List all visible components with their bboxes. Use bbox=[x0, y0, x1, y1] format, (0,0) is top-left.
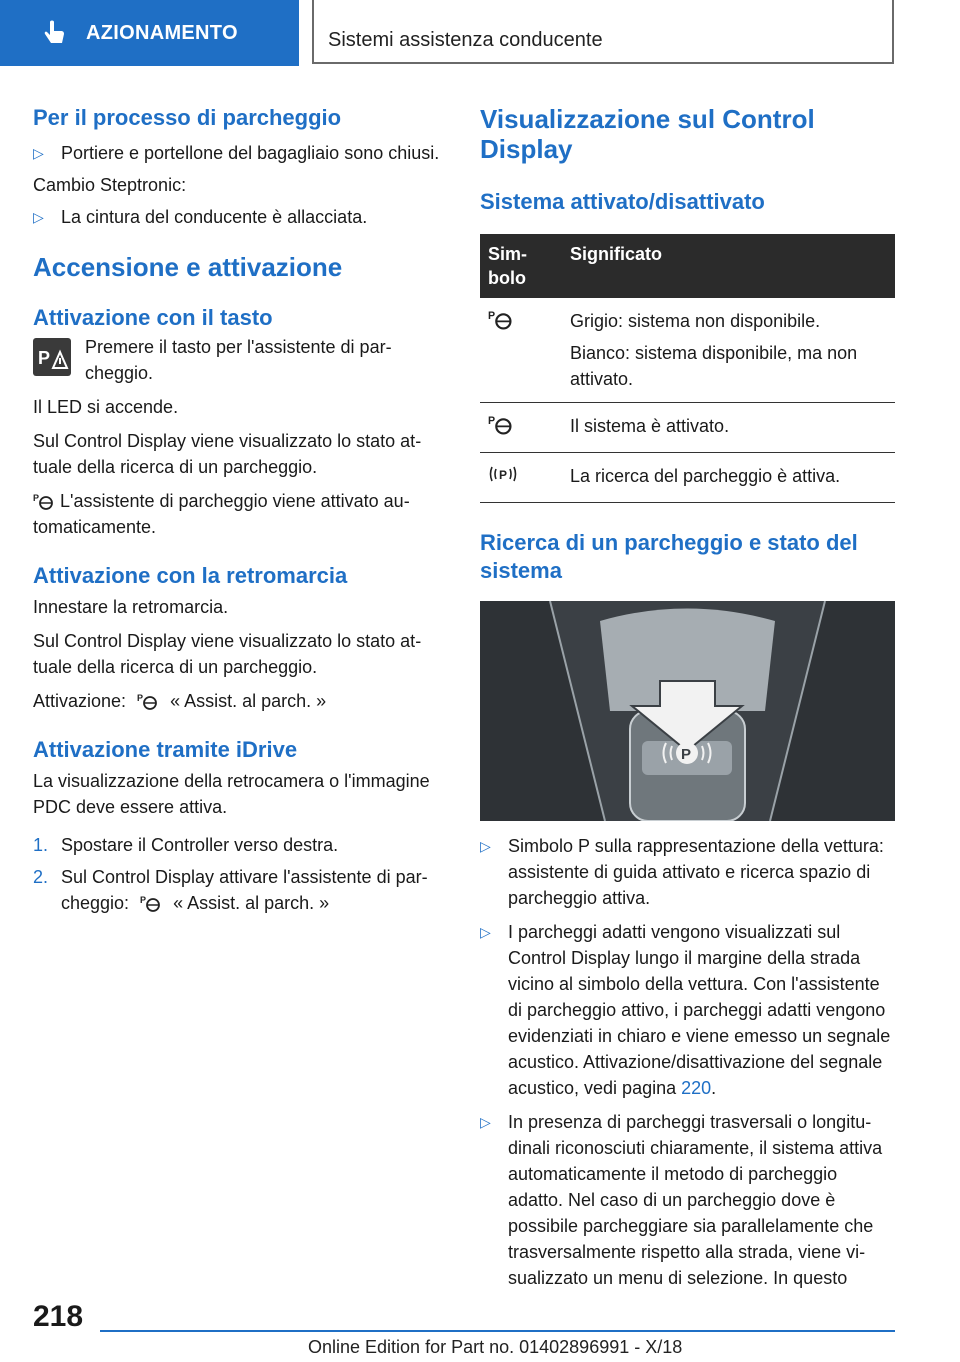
heading-attivazione-tasto: Attivazione con il tasto bbox=[33, 305, 273, 330]
park-assist-steering-icon bbox=[33, 492, 55, 510]
park-assist-steering-icon bbox=[488, 413, 514, 435]
paragraph: Sul Control Display viene visualizzato lo stato attuale della ricerca di un parcheggio. bbox=[33, 431, 422, 477]
list-item bbox=[33, 204, 447, 230]
heading-idrive: Attivazione tramite iDrive bbox=[33, 737, 298, 762]
heading-parking-process: Per il processo di parcheggio bbox=[33, 105, 342, 130]
list-item bbox=[480, 833, 895, 911]
col-header-significato: Significato bbox=[562, 234, 895, 298]
list-number: 1. bbox=[33, 835, 49, 855]
bullet-triangle-icon: ▷ bbox=[480, 924, 491, 940]
paragraph: Innestare la retromarcia. bbox=[33, 597, 229, 617]
heading-accensione: Accensione e attivazione bbox=[33, 252, 343, 282]
list-item-text-part: . bbox=[711, 1078, 717, 1098]
edition-text: Online Edition for Part no. 01402896991 - X/18 bbox=[308, 1337, 683, 1357]
table-row bbox=[480, 298, 895, 403]
page-number: 218 bbox=[33, 1300, 84, 1333]
list-item bbox=[33, 140, 447, 166]
bullet-triangle-icon: ▷ bbox=[33, 209, 44, 225]
page-reference-link[interactable]: 220 bbox=[681, 1078, 712, 1098]
list-item bbox=[480, 1109, 895, 1291]
list-item bbox=[480, 919, 895, 1101]
symbol-cell bbox=[480, 298, 562, 403]
section-title: Sistemi assistenza conducente bbox=[328, 29, 603, 51]
symbol-cell bbox=[480, 453, 562, 503]
paragraph: Il LED si accende. bbox=[33, 397, 179, 417]
svg-text:P: P bbox=[137, 693, 144, 703]
col-header-simbolo: Simbolo bbox=[480, 234, 562, 298]
list-item-text: Simbolo P sulla rappresentazione della vettura: assistente di guida attivato e ricerca spazio di parcheggio attiva. bbox=[508, 836, 884, 908]
meaning-text: Bianco: sistema disponibile, ma non attivato. bbox=[570, 343, 858, 389]
meaning-cell bbox=[562, 298, 895, 403]
section-title-box bbox=[312, 0, 894, 64]
park-assist-button-icon bbox=[33, 338, 71, 376]
paragraph bbox=[33, 688, 447, 714]
list-item-text-part: Sul Control Display attivare l'assistente di parcheggio: bbox=[61, 867, 428, 913]
list-item-text: In presenza di parcheggi trasversali o longitudinali riconosciuti chiaramente, il sistema attiva automaticamente il metodo di parcheggio adatto. Nel caso di un parcheggio dove è possibile parcheggiare sia parallelamente che trasversalmente rispetto alla strada, viene visualizzato un menu di selezione. In questo bbox=[508, 1112, 883, 1288]
paragraph: Premere il tasto per l'assistente di parcheggio. bbox=[85, 337, 392, 383]
list-number: 2. bbox=[33, 867, 49, 887]
paragraph-text: « Assist. al parch. » bbox=[170, 691, 327, 711]
table-row bbox=[480, 453, 895, 503]
heading-visualizzazione: Visualizzazione sul Control Display bbox=[480, 104, 815, 164]
heading-ricerca: Ricerca di un parcheggio e stato del sistema bbox=[480, 530, 858, 583]
bullet-triangle-icon: ▷ bbox=[480, 1114, 491, 1130]
bullet-triangle-icon: ▷ bbox=[480, 838, 491, 854]
chapter-tab[interactable] bbox=[0, 0, 299, 66]
paragraph: Cambio Steptronic: bbox=[33, 175, 187, 195]
svg-text:P: P bbox=[38, 348, 51, 368]
list-item-text-part: I parcheggi adatti vengono visualizzati sul Control Display lungo il margine della strada vicino al simbolo della vettura. Con l'assistente di parcheggio attivo, i parcheggi adatti vengono evidenziati in chiaro e viene emesso un segnale acustico. Attivazione/disattivazione del segnale acustico, vedi pagina bbox=[508, 922, 891, 1098]
list-item-text bbox=[61, 864, 447, 916]
parking-search-illustration bbox=[480, 601, 895, 821]
list-item-text bbox=[508, 919, 895, 1101]
table-row bbox=[480, 403, 895, 453]
paragraph-text: Attivazione: bbox=[33, 691, 127, 711]
list-item bbox=[33, 864, 447, 916]
svg-text:P: P bbox=[499, 468, 508, 482]
meaning-text: Grigio: sistema non disponibile. bbox=[570, 311, 821, 331]
paragraph bbox=[33, 488, 447, 540]
park-assist-steering-icon bbox=[137, 692, 159, 710]
symbol-cell bbox=[480, 403, 562, 453]
svg-text:P: P bbox=[140, 895, 147, 905]
illustration-p-label: P bbox=[681, 746, 692, 763]
bullet-triangle-icon: ▷ bbox=[33, 145, 44, 161]
paragraph: Sul Control Display viene visualizzato lo stato attuale della ricerca di un parcheggio. bbox=[33, 631, 422, 677]
svg-text:P: P bbox=[488, 415, 496, 427]
symbol-table bbox=[480, 234, 895, 503]
button-instruction bbox=[33, 334, 447, 386]
right-column bbox=[480, 100, 895, 1291]
table-header-row bbox=[480, 234, 895, 298]
svg-text:P: P bbox=[33, 493, 40, 503]
paragraph: La visualizzazione della retrocamera o l'immagine PDC deve essere attiva. bbox=[33, 771, 430, 817]
parking-search-icon bbox=[488, 463, 518, 485]
list-item-text-part: « Assist. al parch. » bbox=[173, 893, 330, 913]
paragraph-text: L'assistente di parcheggio viene attivato automaticamente. bbox=[33, 491, 410, 537]
list-item bbox=[33, 832, 447, 858]
meaning-cell: La ricerca del parcheggio è attiva. bbox=[562, 453, 895, 503]
svg-text:P: P bbox=[488, 310, 496, 322]
list-item-text: Portiere e portellone del bagagliaio sono chiusi. bbox=[61, 143, 440, 163]
heading-retromarcia: Attivazione con la retromarcia bbox=[33, 563, 348, 588]
meaning-cell: Il sistema è attivato. bbox=[562, 403, 895, 453]
list-item-text: La cintura del conducente è allacciata. bbox=[61, 207, 368, 227]
park-assist-steering-icon bbox=[488, 308, 514, 330]
chapter-label: AZIONAMENTO bbox=[86, 21, 238, 44]
hand-pointer-icon bbox=[40, 19, 68, 47]
footer-divider bbox=[100, 1330, 895, 1332]
heading-sistema: Sistema attivato/disattivato bbox=[480, 189, 765, 214]
list-item-text: Spostare il Controller verso destra. bbox=[61, 835, 339, 855]
left-column bbox=[33, 100, 447, 916]
park-assist-steering-icon bbox=[140, 894, 162, 912]
